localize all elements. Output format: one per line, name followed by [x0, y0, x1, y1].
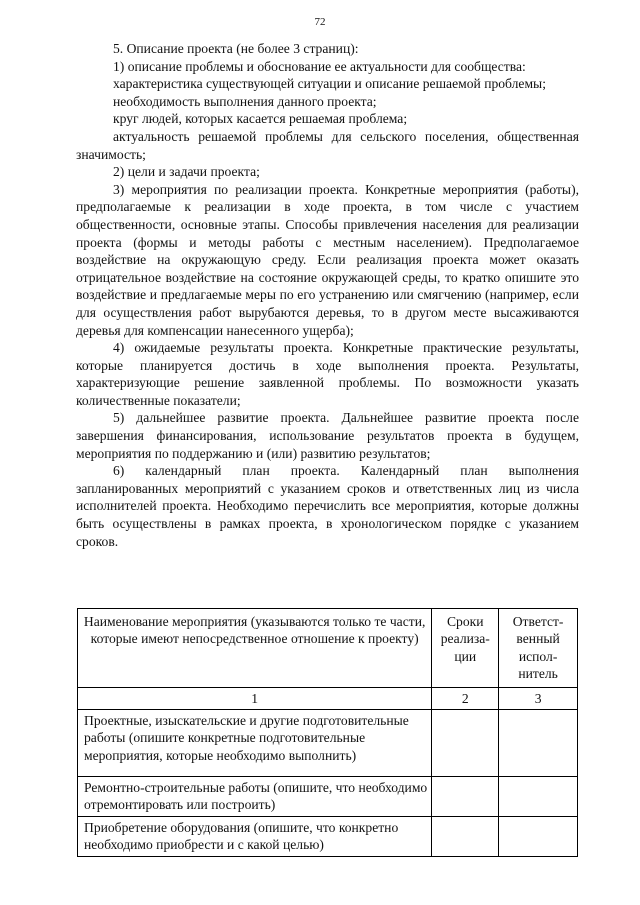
- column-number: 3: [499, 687, 578, 709]
- table-row: [78, 777, 578, 817]
- paragraph: необходимость выполнения данного проекта;: [113, 93, 377, 109]
- deadline-cell: [432, 777, 499, 817]
- responsible-cell: [499, 710, 578, 777]
- project-description-text: [76, 40, 579, 550]
- paragraph: актуальность решаемой проблемы для сельского поселения, общественная значимость;: [76, 128, 579, 162]
- responsible-cell: [499, 777, 578, 817]
- deadline-cell: [432, 816, 499, 856]
- activity-cell: Проектные, изыскательские и другие подготовительные работы (опишите конкретные подготовительные мероприятия, которые необходимо выполнить): [78, 710, 432, 777]
- calendar-plan-table: [77, 608, 578, 857]
- table-row: [78, 816, 578, 856]
- column-number: 2: [432, 687, 499, 709]
- header-activity-name: Наименование мероприятия (указываются только те части, которые имеют непосредственное отношение к проекту): [78, 609, 432, 688]
- column-number: 1: [78, 687, 432, 709]
- header-responsible: Ответст-венный испол-нитель: [499, 609, 578, 688]
- paragraph: 4) ожидаемые результаты проекта. Конкретные практические результаты, которые планируется достичь в ходе выполнения проекта. Результаты, характеризующие решение заявленной проблемы. По возможности указать количественные показатели;: [76, 340, 579, 408]
- paragraph: 5) дальнейшее развитие проекта. Дальнейшее развитие проекта после завершения финансирования, использование результатов проекта в будущем, мероприятия по поддержанию и (или) развитию результатов;: [76, 410, 579, 461]
- paragraph: 2) цели и задачи проекта;: [113, 164, 260, 180]
- paragraph: 6) календарный план проекта. Календарный план выполнения запланированных мероприятий с указанием сроков и ответственных лиц из числа исполнителей проекта. Необходимо перечислить все мероприятия, которые должны быть осуществлены в рамках проекта, в хронологическом порядке с указанием сроков.: [76, 463, 579, 549]
- paragraph: 3) мероприятия по реализации проекта. Конкретные мероприятия (работы), предполагаемые к реализации в ходе проекта, в том числе с участием общественности, основные этапы. Способы привлечения населения для реализации проекта (формы и методы работы с местным населением). Предполагаемое воздействие на окружающую среду. Если реализация проекта может оказать отрицательное воздействие на состояние окружающей среды, то кратко опишите это воздействие и предлагаемые меры по его устранению или смягчению (например, если для осуществления работ вырубаются деревья, то в другом месте высаживаются деревья для компенсации нанесенного ущерба);: [76, 181, 579, 338]
- deadline-cell: [432, 710, 499, 777]
- column-number-row: [78, 687, 578, 709]
- paragraph: характеристика существующей ситуации и описание решаемой проблемы;: [113, 76, 546, 92]
- activity-cell: Ремонтно-строительные работы (опишите, что необходимо отремонтировать или построить): [78, 777, 432, 817]
- table-row: [78, 710, 578, 777]
- header-deadlines: Сроки реализа-ции: [432, 609, 499, 688]
- page-number: 72: [314, 16, 326, 28]
- section-heading: 5. Описание проекта (не более 3 страниц):: [113, 41, 359, 56]
- table-header-row: [78, 609, 578, 688]
- activity-cell: Приобретение оборудования (опишите, что конкретно необходимо приобрести и с какой целью): [78, 816, 432, 856]
- paragraph: 1) описание проблемы и обоснование ее актуальности для сообщества:: [113, 58, 526, 74]
- responsible-cell: [499, 816, 578, 856]
- paragraph: круг людей, которых касается решаемая проблема;: [113, 111, 408, 127]
